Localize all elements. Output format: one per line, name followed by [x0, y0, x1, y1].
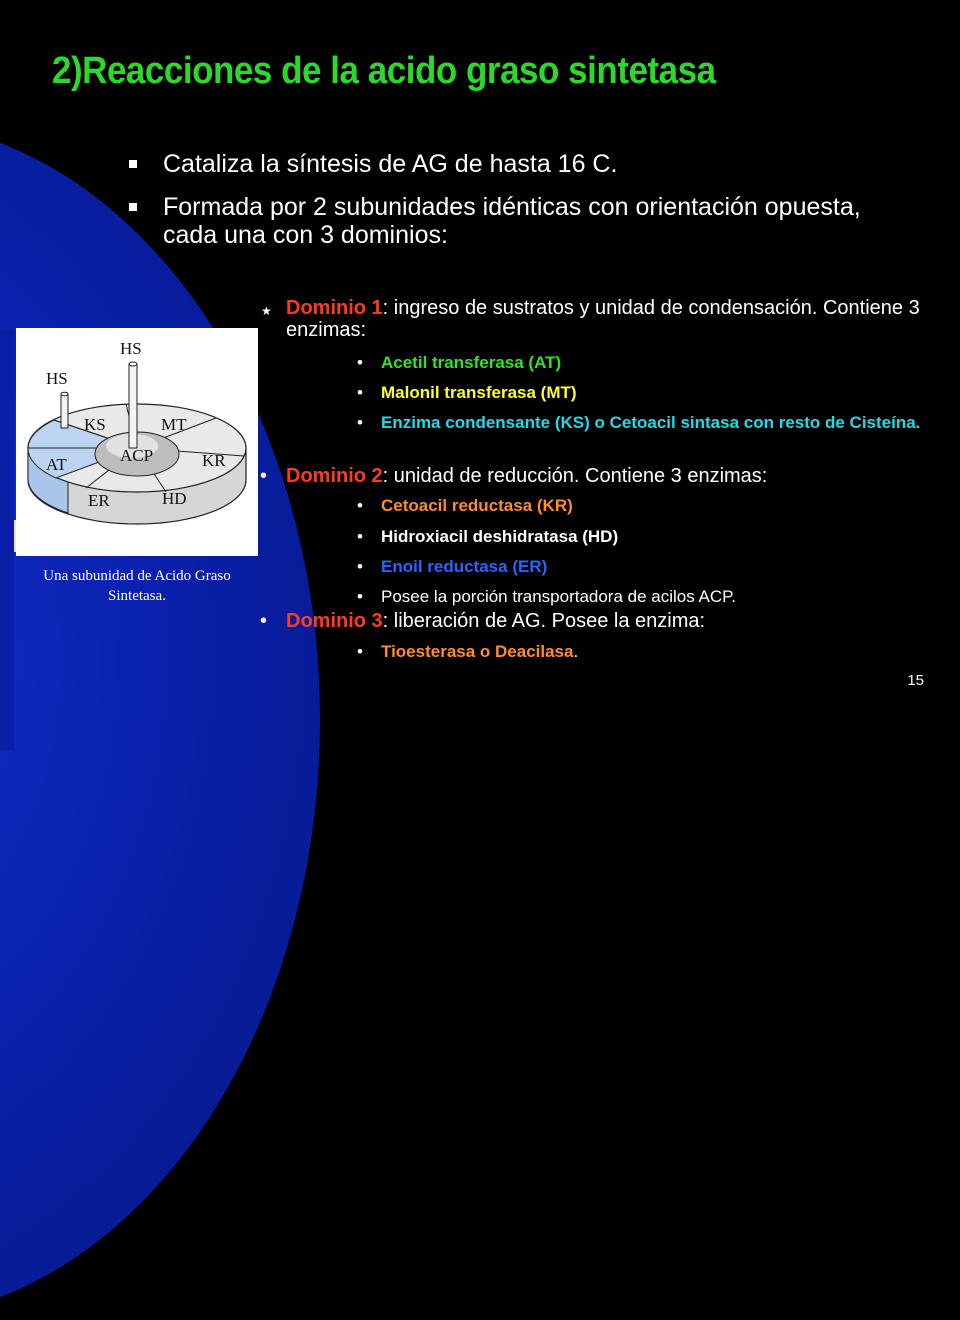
square-bullet-icon [129, 203, 137, 211]
dot-bullet-icon: • [260, 610, 268, 632]
bullet-1 [163, 150, 863, 178]
bullet-2 [163, 193, 863, 249]
fas-subunit-figure [16, 328, 258, 556]
label-mt: MT [161, 415, 187, 434]
dot-bullet-icon: • [357, 383, 363, 402]
enzyme-kr-text: Cetoacil reductasa (KR) [381, 496, 573, 515]
enzyme-er [357, 557, 941, 577]
domain-3-name: Dominio 3 [286, 610, 383, 632]
enzyme-kr [357, 496, 941, 516]
label-hs-right: HS [120, 339, 142, 358]
domain-1-text: : ingreso de sustratos y unidad de condensación. Contiene 3 enzimas: [286, 297, 920, 341]
enzyme-at [357, 353, 941, 373]
dot-bullet-icon: • [357, 496, 363, 515]
fas-diagram [16, 328, 258, 556]
enzyme-ks [357, 413, 941, 433]
bullet-2-text: Formada por 2 subunidades idénticas con orientación opuesta, cada una con 3 dominios: [163, 193, 861, 249]
dot-bullet-icon: • [357, 413, 363, 432]
enzyme-hd [357, 527, 941, 547]
page-number: 15 [907, 672, 924, 689]
enzyme-mt-text: Malonil transferasa (MT) [381, 383, 577, 402]
acp-note-text: Posee la porción transportadora de acilos ACP. [381, 587, 737, 606]
enzyme-er-text: Enoil reductasa (ER) [381, 557, 548, 576]
enzyme-te-text: Tioesterasa o Deacilasa [381, 642, 574, 661]
star-bullet-icon: ★ [261, 304, 272, 318]
label-hd: HD [162, 489, 187, 508]
dot-bullet-icon: • [260, 465, 268, 487]
enzyme-ks-text: Enzima condensante (KS) o Cetoacil sintasa con resto de Cisteína. [381, 413, 921, 432]
dot-bullet-icon: • [357, 642, 363, 661]
domain-1-name: Dominio 1 [286, 297, 383, 319]
label-ks: KS [84, 415, 106, 434]
domain-1-item [261, 297, 936, 341]
enzyme-at-text: Acetil transferasa (AT) [381, 353, 562, 372]
enzyme-te [357, 642, 941, 662]
enzyme-hd-text: Hidroxiacil deshidratasa (HD) [381, 527, 619, 546]
label-hs-left: HS [46, 369, 68, 388]
dot-bullet-icon: • [357, 557, 363, 576]
domain-2-text: : unidad de reducción. Contiene 3 enzimas: [382, 465, 768, 487]
label-acp: ACP [120, 446, 154, 465]
domain-2-item [260, 465, 936, 487]
square-bullet-icon [129, 160, 137, 168]
label-er: ER [88, 491, 110, 510]
figure-caption: Una subunidad de Acido Graso Sintetasa. [43, 568, 231, 604]
label-kr: KR [202, 451, 226, 470]
background-blue-strip [0, 330, 14, 750]
domain-2-name: Dominio 2 [286, 465, 383, 487]
dot-bullet-icon: • [357, 527, 363, 546]
enzyme-te-suffix: . [573, 642, 579, 661]
domain-3-text: : liberación de AG. Posee la enzima: [382, 610, 706, 632]
dot-bullet-icon: • [357, 353, 363, 372]
domain-3-item [260, 610, 936, 632]
dot-bullet-icon: • [357, 587, 363, 606]
bullet-1-text: Cataliza la síntesis de AG de hasta 16 C. [163, 150, 618, 178]
background-blue-arc [0, 120, 320, 1320]
slide-title: 2)Reacciones de la acido graso sintetasa [52, 50, 716, 92]
acp-note [357, 587, 941, 607]
label-at: AT [46, 455, 67, 474]
enzyme-mt [357, 383, 941, 403]
